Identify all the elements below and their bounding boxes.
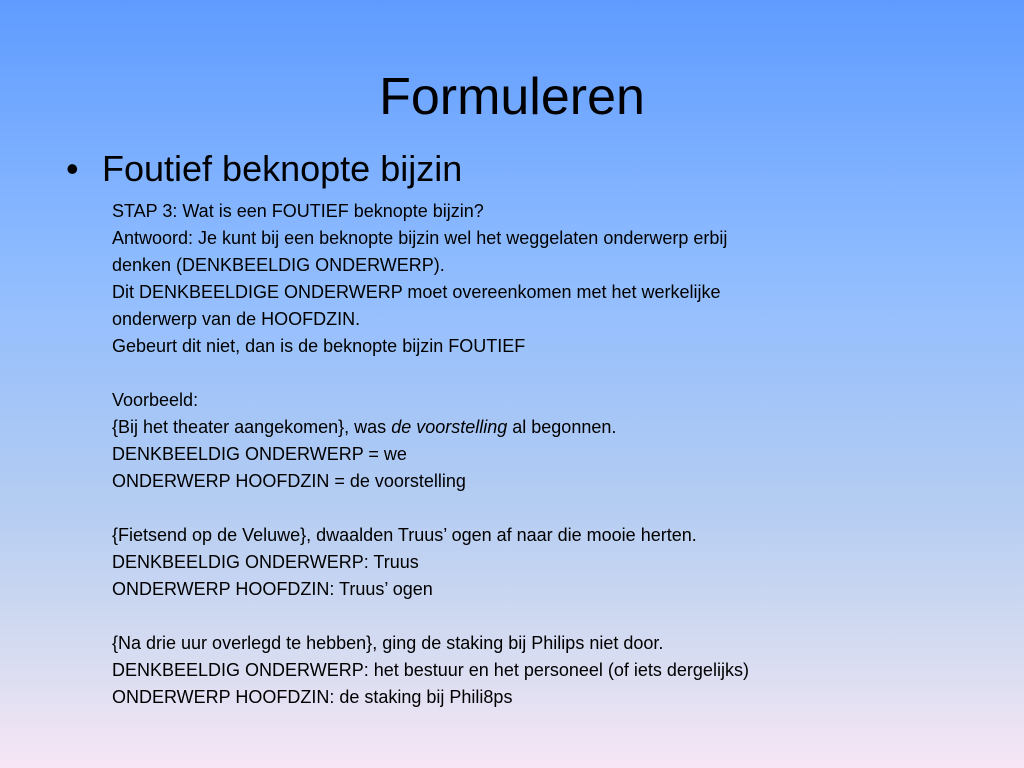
intro-line: Gebeurt dit niet, dan is de beknopte bijzin FOUTIEF — [112, 336, 526, 356]
example3-denk: DENKBEELDIG ONDERWERP: het bestuur en het personeel (of iets dergelijks) — [112, 660, 749, 680]
intro-line: STAP 3: Wat is een FOUTIEF beknopte bijzin? — [112, 201, 484, 221]
example2-sentence: {Fietsend op de Veluwe}, dwaalden Truus’ ogen af naar die mooie herten. — [112, 525, 697, 545]
bullet-text: Foutief beknopte bijzin — [102, 148, 463, 189]
bullet-heading — [66, 144, 462, 194]
example1-after: al begonnen. — [507, 417, 617, 437]
example3-sentence: {Na drie uur overlegd te hebben}, ging de staking bij Philips niet door. — [112, 633, 664, 653]
example2-hoofd: ONDERWERP HOOFDZIN: Truus’ ogen — [112, 579, 433, 599]
spacer — [112, 360, 872, 387]
example3-hoofd: ONDERWERP HOOFDZIN: de staking bij Phili8ps — [112, 687, 513, 707]
example1-hoofd: ONDERWERP HOOFDZIN = de voorstelling — [112, 471, 466, 491]
slide-body — [112, 198, 872, 711]
example2-denk: DENKBEELDIG ONDERWERP: Truus — [112, 552, 419, 572]
example1-denk: DENKBEELDIG ONDERWERP = we — [112, 444, 407, 464]
example1-italic: de voorstelling — [391, 417, 508, 437]
voorbeeld-label: Voorbeeld: — [112, 390, 199, 410]
bullet-marker: • — [66, 148, 79, 189]
slide-title: Formuleren — [379, 68, 645, 126]
intro-line: onderwerp van de HOOFDZIN. — [112, 309, 361, 329]
intro-line: Antwoord: Je kunt bij een beknopte bijzin wel het weggelaten onderwerp erbij — [112, 228, 728, 248]
spacer — [112, 603, 872, 630]
intro-line: Dit DENKBEELDIGE ONDERWERP moet overeenkomen met het werkelijke — [112, 282, 721, 302]
example1-before: {Bij het theater aangekomen}, was — [112, 417, 392, 437]
intro-line: denken (DENKBEELDIG ONDERWERP). — [112, 255, 445, 275]
spacer — [112, 495, 872, 522]
example1-sentence — [112, 414, 872, 441]
